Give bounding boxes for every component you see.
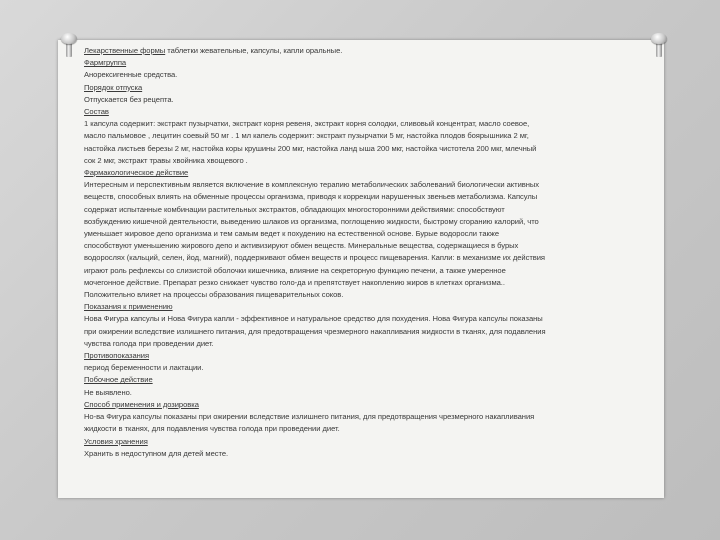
section-heading: Фармакологическое действие <box>84 168 189 178</box>
section-line: Анорексигенные средства. <box>84 70 178 80</box>
section-heading: Состав <box>84 107 109 117</box>
section-line: водорослях (кальций, селен, йод, магний), поддерживают обмен веществ и процесс пищеварения. Капли: в механизме их действия <box>84 253 545 263</box>
forms-heading: Лекарственные формы <box>84 46 166 55</box>
section-line: Но-ва Фигура капсулы показаны при ожирении вследствие излишнего питания, для предотвращения чрезмерного накапливания <box>84 412 535 422</box>
section-line: Интересным и перспективным является включение в комплексную терапию метаболических заболеваний биологически активных <box>84 180 540 190</box>
document-body <box>84 45 640 460</box>
section-heading: Условия хранения <box>84 436 148 446</box>
section-line: масло пальмовое , лецитин соевый 50 мг . 1 мл капель содержит: экстракт пузырчатки 5 мг, настойка плодов боярышника 2 мг, <box>84 131 529 141</box>
section-line: настойка листьев березы 2 мг, настойка коры крушины 200 мкг, настойка ланд ыша 200 мкг, настойка чистотела 200 мкг, млечный <box>84 143 537 153</box>
section-line: Хранить в недоступном для детей месте. <box>84 448 229 458</box>
section-line: период беременности и лактации. <box>84 363 204 373</box>
section-heading: Побочное действие <box>84 375 153 385</box>
section-line: способствуют уменьшению жирового депо и активизируют обмен веществ. Минеральные вещества, содержащиеся в бурых <box>84 241 519 251</box>
section-line: 1 капсула содержит: экстракт пузырчатки, экстракт корня ревеня, экстракт корня солодки, сливовый концентрат, масло соевое, <box>84 119 530 129</box>
section-line: Нова Фигура капсулы и Нова Фигура капли - эффективное и натуральное средство для похудения. Нова Фигура капсулы показаны <box>84 314 543 324</box>
section-line: чувства голода при проведении диет. <box>84 338 214 348</box>
section-heading: Порядок отпуска <box>84 82 143 92</box>
section-line: жидкости в тканях, для подавления чувства голода при проведении диет. <box>84 424 340 434</box>
forms-line <box>84 45 640 57</box>
pushpin-left-icon <box>61 33 77 59</box>
section-line: играют роль рефлексы со слизистой оболочки кишечника, влияние на секреторную функцию печени, а также умеренное <box>84 265 506 275</box>
section-line: при ожирении вследствие излишнего питания, для предотвращения чрезмерного накапливания жидкости в тканях, для подавления <box>84 326 546 336</box>
section-line: содержат испытанные комбинации растительных экстрактов, обладающих многосторонними действиями: способствуют <box>84 204 505 214</box>
section-heading: Показания к применению <box>84 302 173 312</box>
pushpin-right-icon <box>651 33 667 59</box>
section-line: веществ, способных влиять на обменные процессы организма, приводя к коррекции нарушенных звеньев метаболизма. Капсулы <box>84 192 538 202</box>
section-line: возбуждению кишечной деятельности, выведению шлаков из организма, поглощению жидкости, быстрому сгоранию калорий, что <box>84 216 539 226</box>
section-heading: Фармгруппа <box>84 58 127 68</box>
section-line: мочегонное действие. Препарат резко снижает чувство голо-да и препятствует накоплению жиров в клетках организма.. <box>84 277 505 287</box>
section-heading: Способ применения и дозировка <box>84 399 199 409</box>
section-line: уменьшает жировое депо организма и тем самым ведет к похудению на естественной основе. Бурые водоросли также <box>84 229 500 239</box>
section-line: Не выявлено. <box>84 387 132 397</box>
section-line: сок 2 мкг, экстракт травы хвойника хвощевого . <box>84 155 248 165</box>
section-heading: Противопоказания <box>84 351 150 361</box>
forms-text: таблетки жевательные, капсулы, капли оральные. <box>165 46 343 55</box>
section-line: Отпускается без рецепта. <box>84 94 174 104</box>
section-line: Положительно влияет на процессы образования пищеварительных соков. <box>84 290 344 300</box>
